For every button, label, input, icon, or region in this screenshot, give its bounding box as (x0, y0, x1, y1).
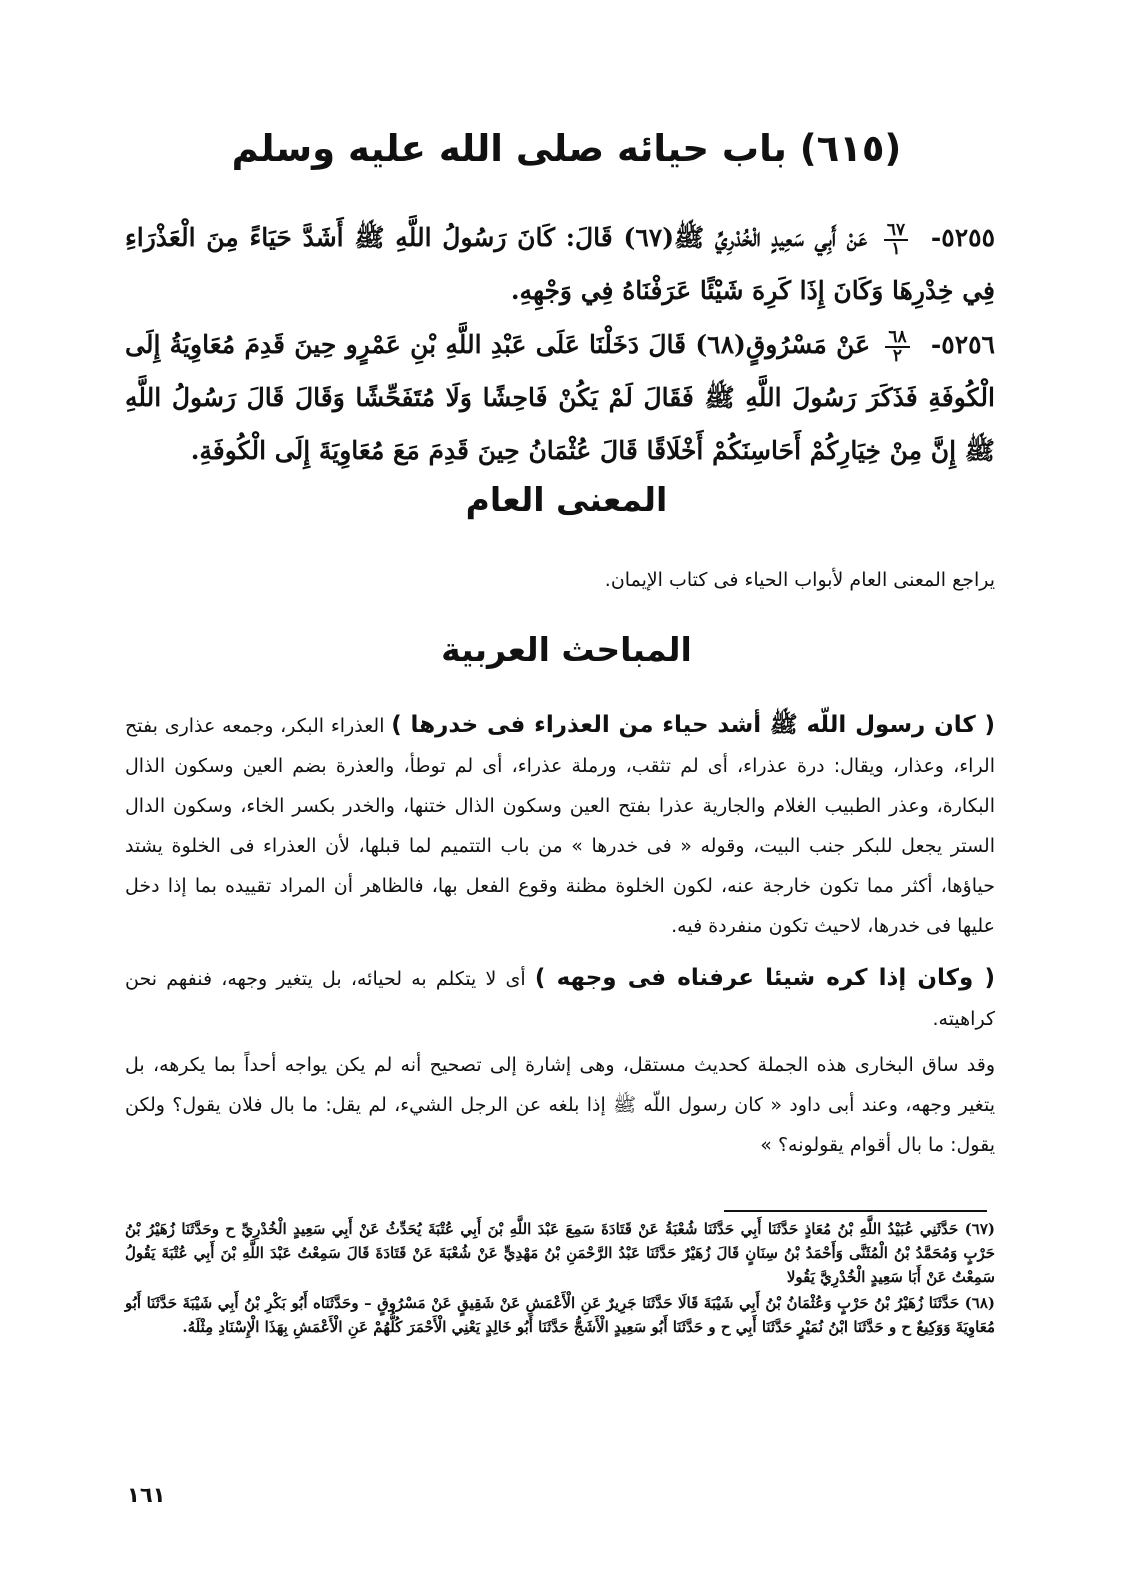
hadith-number: ٥٢٥٦- (930, 330, 995, 359)
fraction-numerator: ٦٨ (885, 329, 909, 348)
footnote-67: (٦٧) حَدَّثَنِي عُبَيْدُ اللَّهِ بْنُ مُعَاذٍ حَدَّثَنَا أَبِي حَدَّثَنَا شُعْبَةُ عَنْ قَتَادَةَ سَمِعَ عَبْدَ اللَّهِ بْنَ أَبِي عُتْبَةَ يُحَدِّثُ عَنْ أَبِي سَعِيدٍ الْخُدْرِيِّ ح وحَدَّثَنَا زُهَيْرُ بْنُ حَرْبٍ وَمُحَمَّدُ بْنُ الْمُثَنَّى وَأَحْمَدُ بْنُ سِنَانٍ قَالَ زُهَيْرٌ حَدَّثَنَا عَبْدُ الرَّحْمَنِ بْنُ مَهْدِيٍّ عَنْ شُعْبَةَ عَنْ قَتَادَةَ قَالَ سَمِعْتُ عَبْدَ اللَّهِ بْنَ أَبِي عُتْبَةَ يَقُولُ سَمِعْتُ عَنْ أَبَا سَعِيدٍ الْخُدْرِيَّ يَقُولا (125, 1220, 995, 1286)
footnote-divider (724, 1210, 987, 1212)
quoted-phrase: ( كان رسول اللّه ﷺ أشد حياء من العذراء فى خدرها ) (391, 712, 995, 738)
hadith-text: عَنْ أَبِي سَعِيدٍ الْخُدْرِيِّ ﷺ(٦٧) قَالَ: كَانَ رَسُولُ اللَّهِ ﷺ أَشَدَّ حَيَاءً مِنَ الْعَذْرَاءِ فِي خِدْرِهَا وَكَانَ إِذَا كَرِهَ شَيْئًا عَرَفْنَاهُ فِي وَجْهِهِ. (125, 223, 995, 305)
fraction-numerator: ٦٧ (884, 222, 908, 241)
commentary-text: أى لا يتكلم به لحيائه، بل يتغير وجهه، فنفهم نحن كراهيته. (125, 968, 995, 1030)
chapter-title: (٦١٥) باب حيائه صلى الله عليه وسلم (231, 127, 902, 170)
page-number: ١٦١ (127, 1483, 166, 1507)
heading-arabic-topics: المباحث العربية (441, 630, 692, 669)
hadith-fraction (884, 219, 908, 259)
commentary-paragraph-3: وقد ساق البخارى هذه الجملة كحديث مستقل، وهى إشارة إلى تصحيح أنه لم يكن يواجه أحداً بما يكرهه، بل يتغير وجهه، وعند أبى داود « كان رسول اللّه ﷺ إذا بلغه عن الرجل الشيء، لم يقل: ما بال فلان يقول؟ ولكن يقول: ما بال أقوام يقولونه؟ » (125, 1054, 995, 1156)
general-meaning-paragraph: يراجع المعنى العام لأبواب الحياء فى كتاب الإيمان. (604, 569, 995, 591)
commentary-paragraph-2 (125, 958, 995, 1039)
hadith-fraction (885, 326, 909, 366)
footnotes (125, 1217, 995, 1341)
fraction-denominator: ٢ (892, 345, 903, 366)
hadith-text: عَنْ مَسْرُوقٍ(٦٨) قَالَ دَخَلْنَا عَلَى عَبْدِ اللَّهِ بْنِ عَمْرٍو حِينَ قَدِمَ مُعَاوِيَةُ إِلَى الْكُوفَةِ فَذَكَرَ رَسُولَ اللَّهِ ﷺ فَقَالَ لَمْ يَكُنْ فَاحِشًا وَلَا مُتَفَحِّشًا وَقَالَ قَالَ رَسُولُ اللَّهِ ﷺ إِنَّ مِنْ خِيَارِكُمْ أَحَاسِنَكُمْ أَخْلَاقًا قَالَ عُثْمَانُ حِينَ قَدِمَ مَعَ مُعَاوِيَةَ إِلَى الْكُوفَةِ. (125, 330, 995, 465)
quoted-phrase: ( وكان إذا كره شيئا عرفناه فى وجهه ) (534, 965, 996, 991)
footnote-68: (٦٨) حَدَّثَنَا زُهَيْرُ بْنُ حَرْبٍ وَعُثْمَانُ بْنُ أَبِي شَيْبَةَ قَالَا حَدَّثَنَا جَرِيرٌ عَنِ الْأَعْمَشِ عَنْ شَقِيقٍ عَنْ مَسْرُوقٍ – وحَدَّثَنَاه أَبُو بَكْرِ بْنُ أَبِي شَيْبَةَ حَدَّثَنَا أَبُو مُعَاوِيَةَ وَوَكِيعٌ ح و حَدَّثَنَا ابْنُ نُمَيْرٍ حَدَّثَنَا أَبِي ح و حَدَّثَنَا أَبُو سَعِيدٍ الْأَشَجُّ حَدَّثَنَا أَبُو خَالِدٍ يَعْنِي الْأَحْمَرَ كُلُّهُمْ عَنِ الْأَعْمَشِ بِهَذَا الْإِسْنَادِ مِثْلَهُ. (125, 1294, 995, 1336)
hadith-number: ٥٢٥٥- (930, 223, 995, 252)
heading-general-meaning: المعنى العام (465, 480, 668, 519)
fraction-denominator: ١ (891, 238, 901, 259)
commentary-paragraph-1 (125, 705, 995, 946)
hadith-5256 (125, 318, 995, 477)
commentary-text: العذراء البكر، وجمعه عذارى بفتح الراء، وعذار، ويقال: درة عذراء، أى لم تثقب، ورملة عذراء، أى لم توطأ، والعذرة بضم العين وسكون الذال البكارة، وعذر الطبيب الغلام والجارية عذرا بفتح العين وسكون الذال ختنها، والخدر بكسر الخاء، وسكون الدال الستر يجعل للبكر جنب البيت، وقوله « فى خدرها » من باب التتميم لما قبلها، لأن العذراء فى الخلوة يشتد حياؤها، أكثر مما تكون خارجة عنه، لكون الخلوة مظنة وقوع الفعل بها، فالظاهر أن المراد تقييده بما إذا دخل عليها فى خدرها، لاحيث تكون منفردة فيه. (125, 715, 995, 937)
hadith-5255 (125, 211, 995, 317)
